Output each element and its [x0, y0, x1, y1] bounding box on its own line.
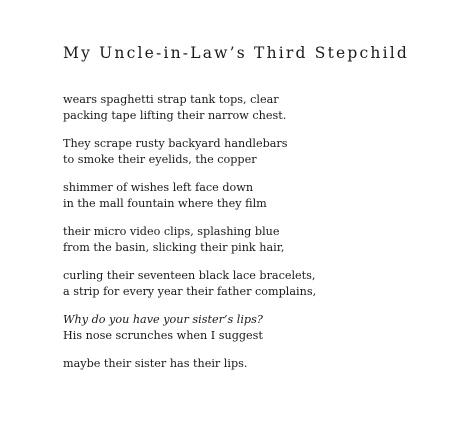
poem-line: They scrape rusty backyard handlebars: [63, 137, 288, 150]
poem-line: from the basin, slicking their pink hair,: [63, 240, 285, 254]
poem-line: their micro video clips, splashing blue: [63, 225, 280, 238]
stanza-5: [63, 268, 443, 299]
poem-line: packing tape lifting their narrow chest.: [63, 108, 287, 122]
poem-line: curling their seventeen black lace bracelets,: [63, 269, 316, 282]
poem-line: maybe their sister has their lips.: [63, 357, 248, 370]
poem-line: His nose scrunches when I suggest: [63, 328, 263, 342]
stanza-1: [63, 92, 443, 123]
poem-line: shimmer of wishes left face down: [63, 181, 254, 194]
stanza-4: [63, 224, 443, 255]
poem-title: My Uncle-in-Law’s Third Stepchild: [63, 44, 410, 62]
stanza-2: [63, 136, 443, 167]
poem-line: wears spaghetti strap tank tops, clear: [63, 93, 279, 106]
stanza-7: [63, 356, 443, 372]
stanza-6: [63, 312, 443, 343]
poem-body: [63, 92, 443, 385]
poem-line: in the mall fountain where they film: [63, 196, 267, 210]
poem-line-italic: Why do you have your sister’s lips?: [63, 313, 263, 326]
stanza-3: [63, 180, 443, 211]
poem-line: a strip for every year their father complains,: [63, 284, 317, 298]
poem-line: to smoke their eyelids, the copper: [63, 152, 257, 166]
